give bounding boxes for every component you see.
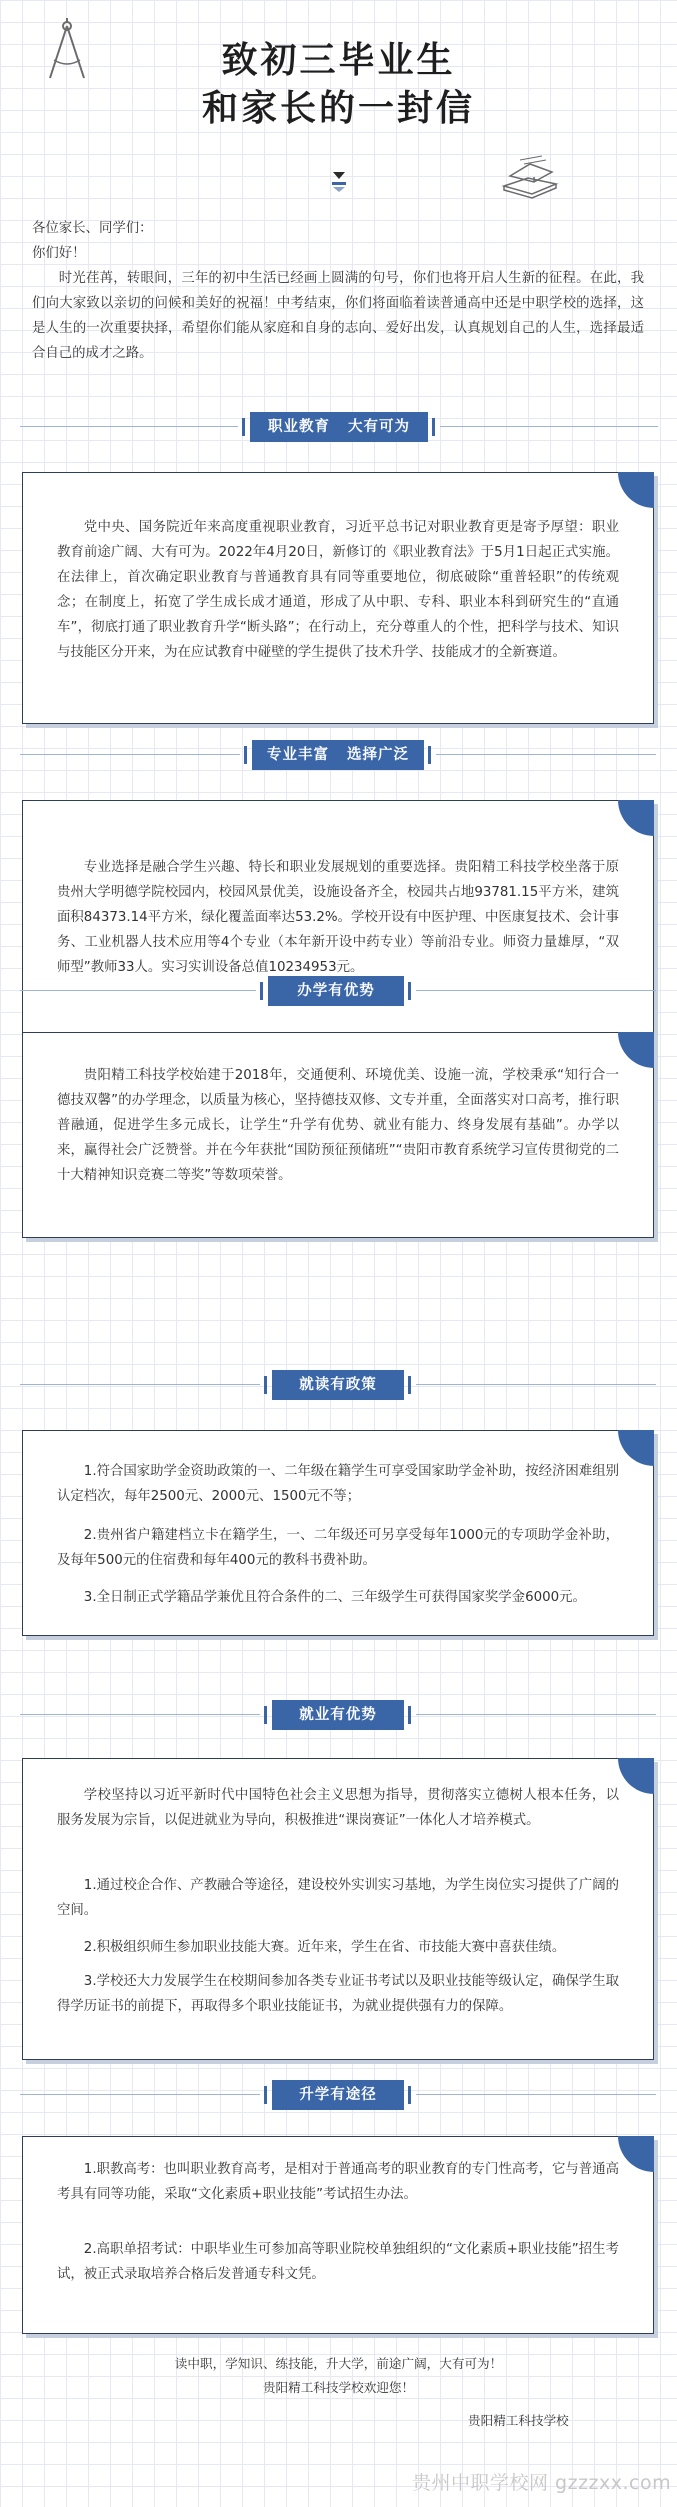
section1-content-box	[22, 472, 654, 724]
books-icon	[498, 150, 562, 200]
letter-title-line2: 和家长的一封信	[201, 87, 475, 129]
section-heading-majors	[0, 740, 677, 770]
section-heading-employment	[0, 1700, 677, 1730]
section4-content-box	[22, 1430, 654, 1636]
section6-heading: 升学有途径	[272, 2080, 404, 2110]
section1-text: 党中央、国务院近年来高度重视职业教育，习近平总书记对职业教育更是寄予厚望：职业教育前途广阔、大有可为。2022年4月20日，新修订的《职业教育法》于5月1日起正式实施。在法律上，首次确定职业教育与普通教育具有同等重要地位，彻底破除“重普轻职”的传统观念；在制度上，拓宽了学生成长成才通道，形成了从中职、专科、职业本科到研究生的“直通车”，彻底打通了职业教育升学“断头路”；在行动上，充分尊重人的个性，把科学与技术、知识与技能区分开来，为在应试教育中碰壁的学生提供了技术升学、技能成才的全新赛道。	[57, 520, 619, 660]
intro-paragraph: 时光荏苒，转眼间，三年的初中生活已经画上圆满的句号，你们也将开启人生新的征程。在此，我们向大家致以亲切的问候和美好的祝福！中考结束，你们将面临着读普通高中还是中职学校的选择，这是人生的一次重要抉择，希望你们能从家庭和自身的志向、爱好出发，认真规划自己的人生，选择最适合自己的成才之路。	[32, 271, 644, 361]
section6-content-box	[22, 2136, 654, 2334]
letter-title-line1: 致初三毕业生	[221, 39, 456, 81]
section-heading-advantages	[0, 976, 677, 1006]
closing-line1: 读中职，学知识、练技能，升大学，前途广阔，大有可为！	[174, 2356, 503, 2371]
section2-heading-b: 选择广泛	[347, 747, 409, 763]
section5-item3: 3.学校还大力发展学生在校期间参加各类专业证书考试以及职业技能等级认定，确保学生取得学历证书的前提下，再取得多个职业技能证书，为就业提供强有力的保障。	[57, 1974, 619, 2014]
section4-heading: 就读有政策	[272, 1370, 404, 1400]
signature: 贵阳精工科技学校	[468, 2413, 569, 2428]
section2-heading-a: 专业丰富	[267, 747, 329, 763]
greeting-line1: 各位家长、同学们：	[32, 221, 153, 236]
section5-lead: 学校坚持以习近平新时代中国特色社会主义思想为指导，贯彻落实立德树人根本任务，以服务发展为宗旨，以促进就业为导向，积极推进“课岗赛证”一体化人才培养模式。	[57, 1788, 619, 1828]
greeting-line2: 你们好！	[32, 246, 86, 261]
corner-decoration	[618, 1758, 654, 1794]
section6-item1: 1.职教高考：也叫职业教育高考，是相对于普通高考的职业教育的专门性高考，它与普通高考具有同等功能，采取“文化素质+职业技能”考试招生办法。	[57, 2162, 619, 2202]
corner-decoration	[618, 472, 654, 508]
section6-item2: 2.高职单招考试：中职毕业生可参加高等职业院校单独组织的“文化素质+职业技能”招生考试，被正式录取培养合格后发普通专科文凭。	[57, 2242, 619, 2282]
section4-item2: 2.贵州省户籍建档立卡在籍学生，一、二年级还可另享受每年1000元的专项助学金补助，及每年500元的住宿费和每年400元的教科书费补助。	[57, 1528, 619, 1568]
section2-text: 专业选择是融合学生兴趣、特长和职业发展规划的重要选择。贵阳精工科技学校坐落于原贵州大学明德学院校园内，校园风景优美，设施设备齐全，校园共占地93781.15平方米，建筑面积84373.14平方米，绿化覆盖面率达53.2%。学校开设有中医护理、中医康复技术、会计事务、工业机器人技术应用等4个专业（本年新开设中药专业）等前沿专业。师资力量雄厚，“双师型”教师33人。实习实训设备总值10234953元。	[57, 860, 619, 975]
section4-item3: 3.全日制正式学籍品学兼优且符合条件的二、三年级学生可获得国家奖学金6000元。	[83, 1590, 586, 1605]
section5-item2: 2.积极组织师生参加职业技能大赛。近年来，学生在省、市技能大赛中喜获佳绩。	[83, 1940, 566, 1955]
section4-item1: 1.符合国家助学金资助政策的一、二年级在籍学生可享受国家助学金补助，按经济困难组别认定档次，每年2500元、2000元、1500元不等；	[57, 1464, 619, 1504]
section3-heading: 办学有优势	[268, 976, 404, 1006]
section1-heading-a: 职业教育	[268, 419, 330, 435]
section-heading-further-study	[0, 2080, 677, 2110]
corner-decoration	[618, 2136, 654, 2172]
section3-text: 贵阳精工科技学校始建于2018年，交通便利、环境优美、设施一流，学校秉承“知行合一 德技双馨”的办学理念，以质量为核心，坚持德技双修、文专并重，全面落实对口高考，推行职普融通，促进学生多元成长，让学生“升学有优势、就业有能力、终身发展有基础”。办学以来，赢得社会广泛赞誉。并在今年获批“国防预征预储班”“贵阳市教育系统学习宣传贯彻党的二十大精神知识竞赛二等奖”等数项荣誉。	[57, 1068, 633, 1183]
section1-heading-b: 大有可为	[348, 419, 410, 435]
section3-content-box	[22, 1032, 654, 1238]
watermark: 贵州中职学校网 gzzzxx.com	[412, 2472, 672, 2494]
section-heading-policy	[0, 1370, 677, 1400]
corner-decoration	[618, 800, 654, 836]
closing-block	[0, 2352, 677, 2400]
section5-heading: 就业有优势	[272, 1700, 404, 1730]
corner-decoration	[618, 1032, 654, 1068]
section5-item1: 1.通过校企合作、产教融合等途径，建设校外实训实习基地，为学生岗位实习提供了广阔的空间。	[57, 1878, 619, 1918]
closing-line2: 贵阳精工科技学校欢迎您！	[262, 2380, 415, 2395]
arrow-down-icon	[331, 170, 347, 192]
section5-content-box	[22, 1758, 654, 2060]
corner-decoration	[618, 1430, 654, 1466]
section-heading-career-education	[0, 412, 677, 442]
